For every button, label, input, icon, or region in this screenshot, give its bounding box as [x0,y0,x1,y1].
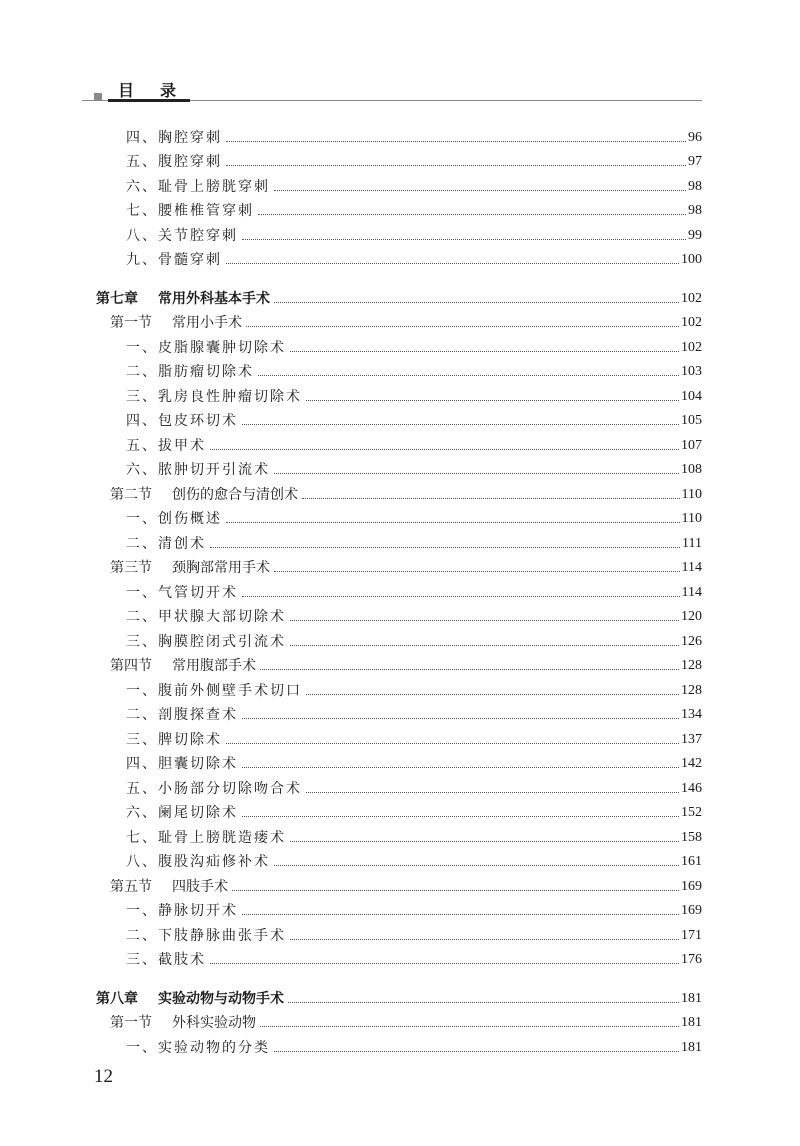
toc-entry-label: 七、腰椎椎管穿刺 [126,203,254,219]
toc-page-number: 161 [681,854,702,869]
dot-leader [210,547,680,548]
toc-page-number: 120 [681,609,702,624]
dot-leader [306,694,679,695]
toc-item[interactable] [96,245,702,270]
toc-item[interactable] [96,847,702,872]
dot-leader [232,890,679,891]
dot-leader [210,963,679,964]
toc-item[interactable] [96,406,702,431]
toc-entry-number: 第五节 [110,878,152,895]
toc-item[interactable] [96,773,702,798]
dot-leader [290,939,679,940]
toc-page-number: 103 [681,364,702,379]
toc-page-number: 128 [681,682,702,698]
dot-leader [210,449,679,450]
dot-leader [302,498,680,499]
toc-entry-label: 三、截肢术 [126,952,206,968]
toc-page-number: 152 [681,805,702,820]
dot-leader [258,214,686,215]
toc-entry-label: 二、下肢静脉曲张手术 [126,927,286,944]
toc-item[interactable] [96,896,702,921]
toc-entry-label: 六、耻骨上膀胱穿刺 [126,178,270,195]
toc-item[interactable] [96,122,702,147]
toc-item[interactable] [96,749,702,774]
toc-entry-title: 常用外科基本手术 [158,290,270,307]
toc-page-number: 110 [681,511,702,526]
dot-leader [274,865,679,866]
toc-entry-number: 第二节 [110,486,152,503]
toc-item[interactable] [96,798,702,823]
toc-entry-label: 一、创伤概述 [126,511,222,527]
toc-entry-title: 创伤的愈合与清创术 [172,486,298,503]
toc-item[interactable] [96,920,702,945]
dot-leader [226,165,686,166]
header-rule-left [82,100,94,101]
toc-section[interactable] [96,1008,702,1033]
toc-section[interactable] [96,479,702,504]
toc-page-number: 181 [681,1015,702,1030]
toc-entry-label: 二、甲状腺大部切除术 [126,609,286,625]
dot-leader [242,816,679,817]
toc-item[interactable] [96,171,702,196]
toc-entry-label: 一、腹前外侧壁手术切口 [126,682,302,699]
toc-entry-label [96,290,270,308]
toc-entry-label: 五、拔甲术 [126,437,206,454]
toc-entry-label: 五、腹腔穿刺 [126,154,222,170]
dot-leader [290,620,679,621]
toc-entry-label: 九、骨髓穿刺 [126,252,222,268]
toc-page-number: 97 [688,154,702,169]
toc-page-number: 181 [681,990,702,1006]
dot-leader [290,841,679,842]
toc-entry-number: 第一节 [110,1015,152,1031]
toc-page-number: 104 [681,388,702,404]
toc-item[interactable] [96,381,702,406]
dot-leader [226,141,686,142]
dot-leader [246,326,679,327]
toc-item[interactable] [96,822,702,847]
toc-section[interactable] [96,651,702,676]
toc-page-number: 111 [682,535,702,551]
toc-entry-label [110,1014,256,1032]
toc-entry-label [110,657,256,675]
toc-entry-label [110,559,270,577]
toc-entry-label: 五、小肠部分切除吻合术 [126,780,302,797]
toc-page-number: 114 [681,560,702,575]
toc-chapter[interactable] [96,983,702,1008]
toc-section[interactable] [96,308,702,333]
header-square-ornament [94,93,102,101]
toc-entry-label: 六、脓肿切开引流术 [126,462,270,478]
toc-page-number: 137 [681,731,702,747]
toc-page-number: 100 [681,252,702,267]
toc-page-number: 142 [681,756,702,771]
toc-entry-label: 三、脾切除术 [126,731,222,748]
toc-entry-label: 七、耻骨上膀胱造瘘术 [126,829,286,846]
toc-entry-title: 四肢手术 [172,878,228,895]
toc-chapter[interactable] [96,283,702,308]
toc-item[interactable] [96,147,702,172]
dot-leader [288,1002,679,1003]
toc-entry-number: 第一节 [110,315,152,331]
toc-entry-label [110,486,298,504]
toc-entry-number: 第四节 [110,658,152,674]
dot-leader [258,375,679,376]
dot-leader [290,351,679,352]
dot-leader [226,743,679,744]
toc-entry-label: 三、乳房良性肿瘤切除术 [126,388,302,405]
toc-entry-label: 二、清创术 [126,535,206,552]
toc-page-number: 128 [681,658,702,673]
dot-leader [226,263,679,264]
dot-leader [306,792,679,793]
toc-entry-label: 八、腹股沟疝修补术 [126,854,270,870]
dot-leader [274,1051,679,1052]
toc-item[interactable] [96,196,702,221]
dot-leader [226,522,680,523]
toc-entry-title: 颈胸部常用手术 [172,560,270,576]
toc-page-number: 146 [681,780,702,796]
toc-entry-label: 一、实验动物的分类 [126,1039,270,1056]
toc-entry-label: 四、胆囊切除术 [126,756,238,772]
toc-section[interactable] [96,553,702,578]
toc-entry-label: 四、包皮环切术 [126,413,238,429]
toc-page-number: 110 [681,486,702,502]
toc-item[interactable] [96,675,702,700]
toc-entry-label: 一、静脉切开术 [126,903,238,919]
toc-entry-number: 第八章 [96,990,138,1007]
toc-entry-label [110,314,242,332]
dot-leader [306,400,679,401]
toc-item[interactable] [96,577,702,602]
toc-page-number: 114 [681,584,702,600]
dot-leader [242,239,686,240]
toc-item[interactable] [96,602,702,627]
toc-item[interactable] [96,700,702,725]
toc-item[interactable] [96,626,702,651]
toc-entry-title: 常用腹部手术 [172,658,256,674]
toc-page-number: 98 [688,178,702,194]
toc-page-number: 98 [688,203,702,218]
toc-item[interactable] [96,1032,702,1057]
toc-page-number: 169 [681,903,702,918]
toc-entry-title: 实验动物与动物手术 [158,990,284,1007]
dot-leader [242,914,679,915]
toc-page-number: 99 [688,227,702,243]
toc-item[interactable] [96,528,702,553]
dot-leader [274,302,679,303]
page-number: 12 [94,1066,113,1087]
toc-page-number: 181 [681,1039,702,1055]
toc-page-number: 102 [681,290,702,306]
dot-leader [274,190,686,191]
toc-item[interactable] [96,455,702,480]
toc-entry-number: 第七章 [96,290,138,307]
toc-entry-title: 常用小手术 [172,315,242,331]
toc-entry-title: 外科实验动物 [172,1015,256,1031]
toc-page-number: 102 [681,339,702,355]
toc-page-number: 126 [681,633,702,649]
dot-leader [274,571,680,572]
toc-section[interactable] [96,871,702,896]
toc-page-number: 134 [681,707,702,722]
toc-entry-label [110,878,228,896]
toc-page-number: 176 [681,952,702,967]
running-header [82,76,702,106]
dot-leader [242,596,680,597]
toc-item[interactable] [96,504,702,529]
header-title: 目录 [118,81,203,100]
toc-entry-label: 一、皮脂腺囊肿切除术 [126,339,286,356]
dot-leader [242,718,679,719]
toc-page-number: 108 [681,462,702,477]
toc-item[interactable] [96,945,702,970]
toc-page-number: 105 [681,413,702,428]
toc-item[interactable] [96,357,702,382]
toc-page-number: 96 [688,129,702,145]
toc-item[interactable] [96,430,702,455]
toc-entry-label: 一、气管切开术 [126,584,238,601]
dot-leader [260,669,679,670]
toc-page-number: 171 [681,927,702,943]
toc-entry-label: 三、胸膜腔闭式引流术 [126,633,286,650]
toc-item[interactable] [96,724,702,749]
toc-entry-label: 六、阑尾切除术 [126,805,238,821]
table-of-contents [96,122,702,1057]
toc-page-number: 102 [681,315,702,330]
toc-entry-label: 八、关节腔穿刺 [126,227,238,244]
dot-leader [260,1026,679,1027]
toc-entry-number: 第三节 [110,560,152,576]
toc-item[interactable] [96,332,702,357]
toc-entry-label [96,990,284,1008]
dot-leader [242,424,679,425]
toc-entry-label: 二、剖腹探查术 [126,707,238,723]
toc-item[interactable] [96,220,702,245]
toc-page-number: 169 [681,878,702,894]
dot-leader [242,767,679,768]
toc-entry-label: 四、胸腔穿刺 [126,129,222,146]
dot-leader [290,645,679,646]
toc-entry-label: 二、脂肪瘤切除术 [126,364,254,380]
toc-page-number: 107 [681,437,702,453]
toc-page-number: 158 [681,829,702,845]
dot-leader [274,473,679,474]
